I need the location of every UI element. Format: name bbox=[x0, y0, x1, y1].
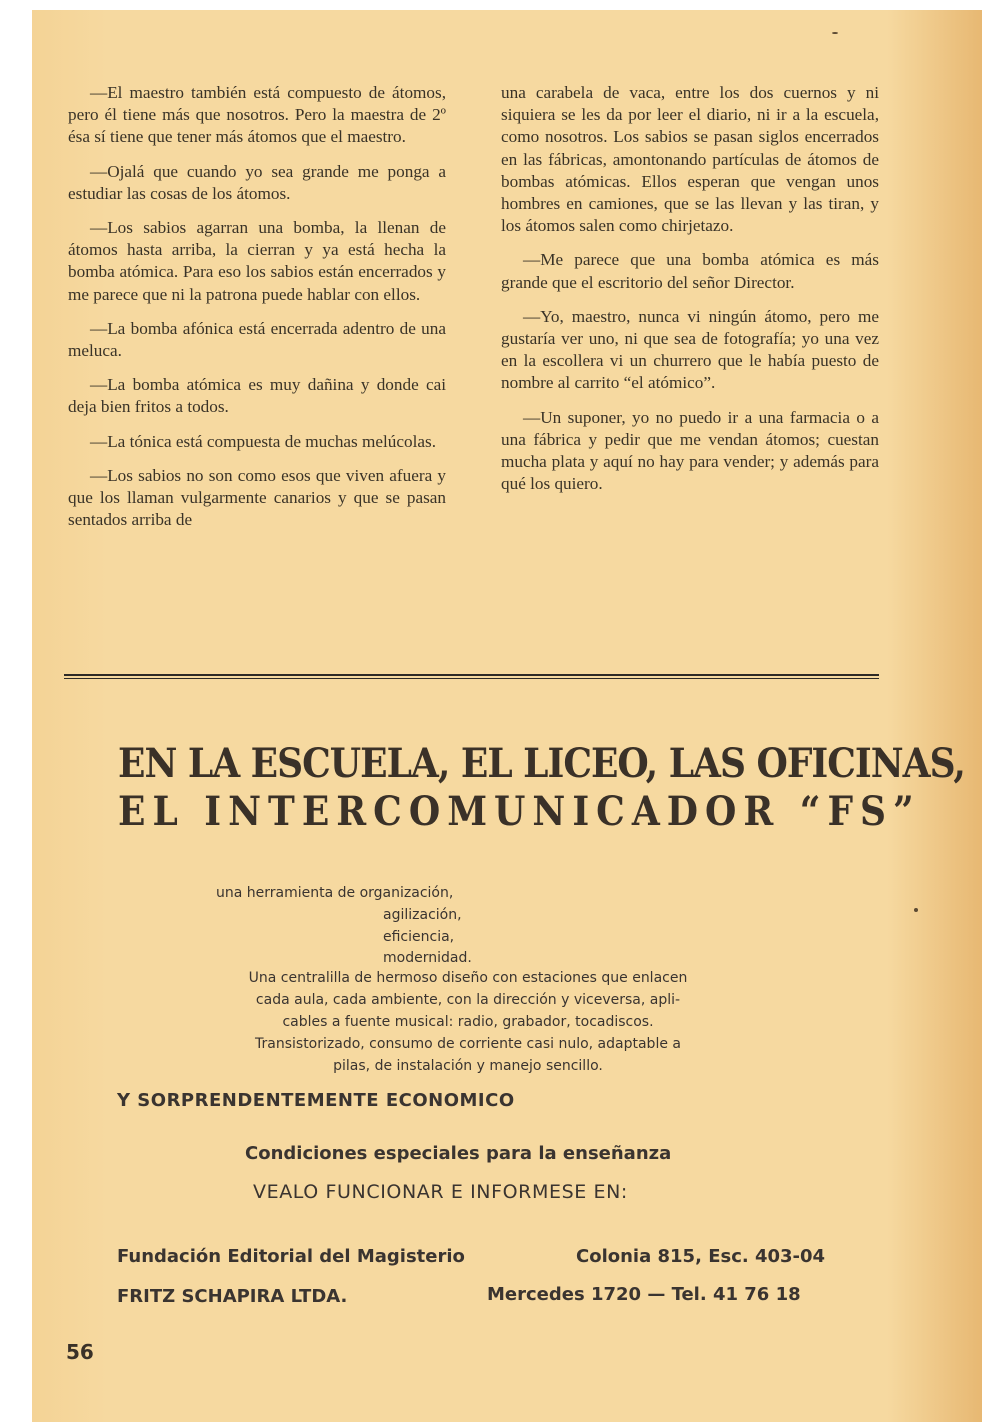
contact-address: Colonia 815, Esc. 403-04 bbox=[576, 1246, 826, 1267]
paragraph: —Me parece que una bomba atómica es más grande que el escritorio del señor Director. bbox=[501, 250, 879, 292]
right-text-column bbox=[501, 82, 879, 507]
page-number: 56 bbox=[66, 1340, 94, 1364]
paragraph: —Un suponer, yo no puedo ir a una farmacia o a una fábrica y pedir que me vendan átomos; cuestan mucha plata y aquí no hay para vender; y además para qué los quiero. bbox=[501, 407, 879, 494]
description-line: cables a fuente musical: radio, grabador, tocadiscos. bbox=[282, 1014, 654, 1030]
ad-headline-line-1: EN LA ESCUELA, EL LICEO, LAS OFICINAS, bbox=[118, 740, 965, 788]
paragraph: —La tónica está compuesta de muchas melúcolas. bbox=[90, 431, 437, 451]
paragraph: —Ojalá que cuando yo sea grande me ponga a estudiar las cosas de los átomos. bbox=[68, 161, 446, 203]
description-line: cada aula, cada ambiente, con la dirección y viceversa, apli- bbox=[255, 992, 681, 1008]
print-speck bbox=[832, 32, 838, 34]
ad-headline-line-2: EL INTERCOMUNICADOR “FS” bbox=[118, 788, 921, 836]
paragraph: —La bomba atómica es muy dañina y donde cai deja bien fritos a todos. bbox=[68, 375, 446, 417]
paragraph: —La bomba afónica está encerrada adentro de una meluca. bbox=[68, 318, 446, 361]
list-item: modernidad. bbox=[383, 950, 472, 966]
contact-address: Mercedes 1720 — Tel. 41 76 18 bbox=[487, 1284, 801, 1305]
magazine-page bbox=[32, 10, 982, 1422]
paragraph: —Los sabios no son como esos que viven afuera y que los llaman vulgarmente canarios y que se pasan sentados arriba de bbox=[68, 465, 446, 530]
description-line: Transistorizado, consumo de corriente casi nulo, adaptable a bbox=[255, 1036, 681, 1052]
ad-lead-list bbox=[383, 905, 472, 970]
ad-conditions: Condiciones especiales para la enseñanza bbox=[245, 1143, 672, 1164]
paragraph: —Los sabios agarran una bomba, la llenan de átomos hasta arriba, la cierran y ya está hecha la bomba atómica. Para eso los sabios están encerrados y me parece que ni la patrona puede hablar con ellos. bbox=[68, 218, 446, 304]
description-line: pilas, de instalación y manejo sencillo. bbox=[333, 1058, 603, 1074]
divider-rule bbox=[64, 674, 879, 676]
contact-name: Fundación Editorial del Magisterio bbox=[117, 1246, 465, 1267]
contact-name: FRITZ SCHAPIRA LTDA. bbox=[117, 1286, 348, 1307]
ad-description bbox=[208, 967, 728, 1077]
ad-economic-claim: Y SORPRENDENTEMENTE ECONOMICO bbox=[117, 1090, 515, 1111]
ad-call-to-action: VEALO FUNCIONAR E INFORMESE EN: bbox=[253, 1181, 628, 1203]
paragraph: una carabela de vaca, entre los dos cuernos y ni siquiera se les da por leer el diario, ni ir a la escuela, como nosotros. Los sabios se pasan siglos encerrados en las fábricas, amontonando partículas de átomos de bombas atómicas. Ellos esperan que vengan unos hombres en camiones, que se las llevan y las tiran, y los átomos salen como chirjetazo. bbox=[501, 83, 879, 236]
divider-rule bbox=[64, 678, 879, 679]
paragraph: —El maestro también está compuesto de átomos, pero él tiene más que nosotros. Pero la maestra de 2º ésa sí tiene que tener más átomos que el maestro. bbox=[68, 83, 446, 147]
print-speck bbox=[914, 908, 918, 912]
paragraph: —Yo, maestro, nunca vi ningún átomo, pero me gustaría ver uno, ni que sea de fotografía; yo una vez en la escollera vi un churrero que le había puesto de nombre al carrito “el atómico”. bbox=[501, 306, 879, 393]
description-line: Una centralilla de hermoso diseño con estaciones que enlacen bbox=[248, 970, 688, 986]
ad-lead: una herramienta de organización, bbox=[216, 885, 454, 901]
list-item: agilización, bbox=[383, 907, 462, 923]
list-item: eficiencia, bbox=[383, 928, 455, 945]
left-text-column bbox=[68, 82, 446, 543]
